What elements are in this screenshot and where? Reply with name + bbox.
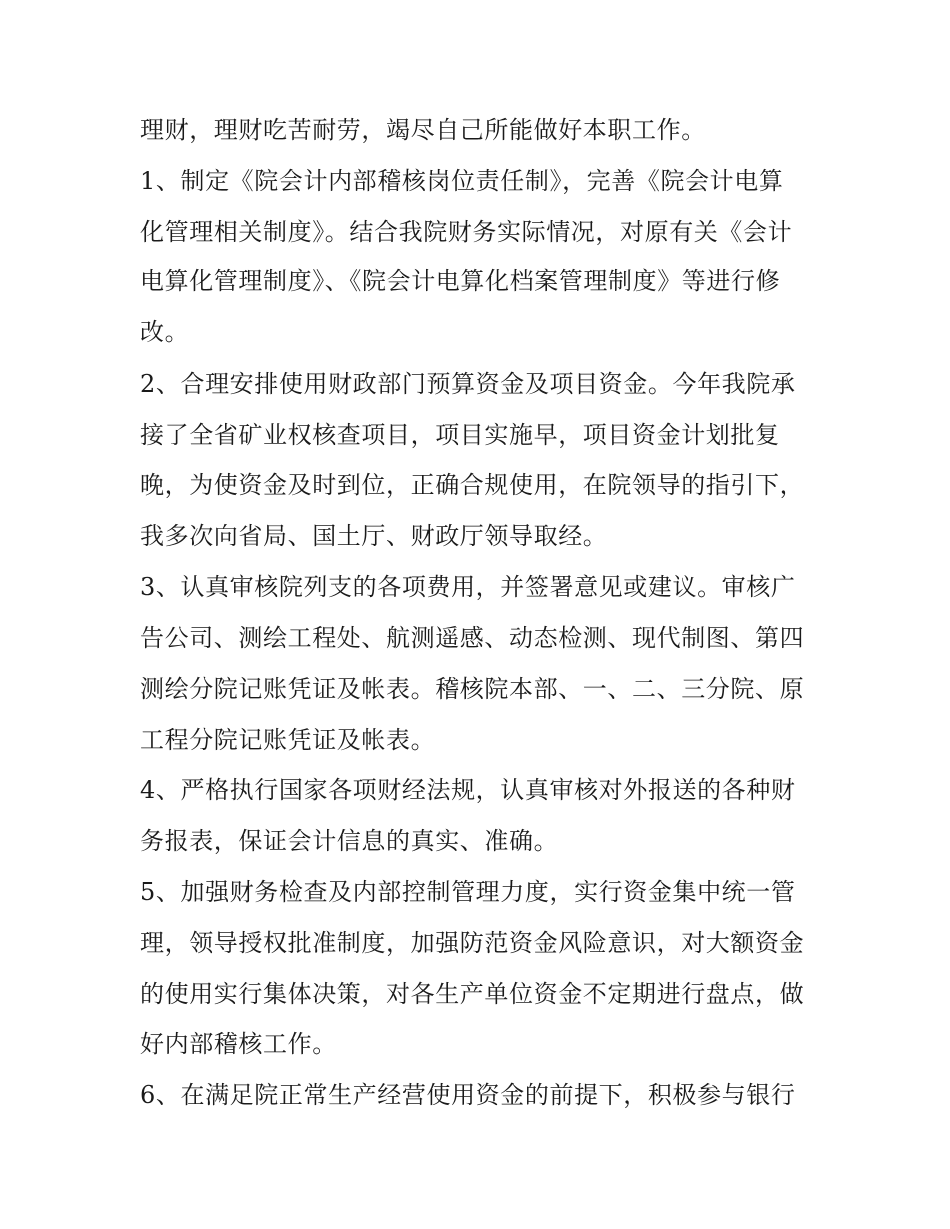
text-line: 改。 <box>140 318 190 346</box>
text-line: 工程分院记账凭证及帐表。 <box>140 726 436 754</box>
text-line: 测绘分院记账凭证及帐表。稽核院本部、一、二、三分院、原 <box>140 675 805 703</box>
text-line: 我多次向省局、国土厅、财政厅领导取经。 <box>140 522 608 550</box>
text-line: 晚，为使资金及时到位，正确合规使用，在院领导的指引下， <box>140 471 805 499</box>
text-line: 接了全省矿业权核查项目，项目实施早，项目资金计划批复 <box>140 421 780 449</box>
text-line: 的使用实行集体决策，对各生产单位资金不定期进行盘点，做 <box>140 980 805 1008</box>
text-line: 4、严格执行国家各项财经法规，认真审核对外报送的各种财 <box>140 776 796 804</box>
text-line: 理，领导授权批准制度，加强防范资金风险意识，对大额资金 <box>140 929 805 957</box>
text-line: 电算化管理制度》、《院会计电算化档案管理制度》等进行修 <box>140 267 781 295</box>
text-line: 好内部稽核工作。 <box>140 1030 337 1058</box>
text-line: 化管理相关制度》。结合我院财务实际情况，对原有关《会计 <box>140 218 793 246</box>
text-line: 6、在满足院正常生产经营使用资金的前提下，积极参与银行 <box>140 1081 796 1109</box>
text-line: 务报表，保证会计信息的真实、准确。 <box>140 827 559 855</box>
text-line: 2、合理安排使用财政部门预算资金及项目资金。今年我院承 <box>140 370 796 398</box>
text-line: 5、加强财务检查及内部控制管理力度，实行资金集中统一管 <box>140 878 796 906</box>
text-line: 1、制定《院会计内部稽核岗位责任制》，完善《院会计电算 <box>140 167 784 195</box>
text-line: 理财，理财吃苦耐劳，竭尽自己所能做好本职工作。 <box>140 116 706 144</box>
text-line: 告公司、测绘工程处、航测遥感、动态检测、现代制图、第四 <box>140 624 805 652</box>
text-line: 3、认真审核院列支的各项费用，并签署意见或建议。审核广 <box>140 573 796 601</box>
